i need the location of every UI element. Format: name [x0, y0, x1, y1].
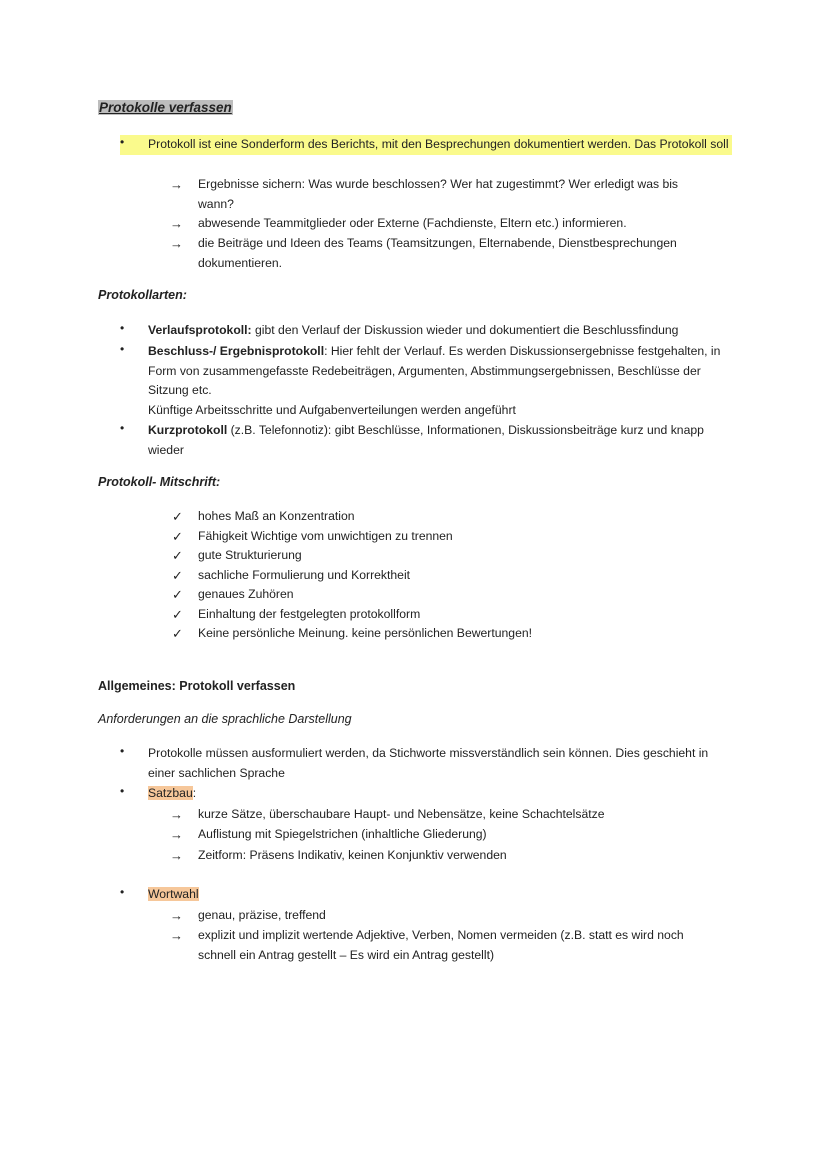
bullet-icon: • — [120, 885, 125, 899]
check-item — [172, 527, 692, 547]
intro-point — [170, 175, 710, 214]
list-item-wortwahl — [120, 885, 732, 905]
satzbau-point-text: Auflistung mit Spiegelstrichen (inhaltliche Gliederung) — [198, 827, 487, 841]
check-item — [172, 507, 692, 527]
satzbau-label: Satzbau — [148, 786, 193, 800]
check-item — [172, 605, 692, 625]
check-text: Fähigkeit Wichtige vom unwichtigen zu trennen — [198, 529, 453, 543]
satzbau-point-text: kurze Sätze, überschaubare Haupt- und Nebensätze, keine Schachtelsätze — [198, 807, 605, 821]
bullet-icon: • — [120, 784, 125, 798]
intro-point — [170, 234, 710, 273]
bullet-icon: • — [120, 342, 125, 356]
satzbau-colon: : — [192, 786, 197, 800]
wortwahl-point — [170, 926, 710, 965]
intro-bullet — [120, 135, 732, 155]
check-icon: ✓ — [172, 626, 183, 641]
check-item — [172, 585, 692, 605]
check-text: gute Strukturierung — [198, 548, 302, 562]
check-icon: ✓ — [172, 607, 183, 622]
term-label: Verlaufsprotokoll: — [148, 323, 252, 337]
list-item — [120, 421, 732, 460]
list-item — [120, 321, 732, 341]
intro-point-text: abwesende Teammitglieder oder Externe (Fachdienste, Eltern etc.) informieren. — [198, 216, 627, 230]
check-item — [172, 566, 692, 586]
section-heading-mitschrift: Protokoll- Mitschrift: — [98, 475, 221, 489]
check-icon: ✓ — [172, 548, 183, 563]
bullet-icon: • — [120, 135, 125, 149]
satzbau-point — [170, 846, 710, 866]
term-description: : Hier fehlt der Verlauf. Es werden Diskussionsergebnisse festgehalten, in Form von zusammengefasste Redebeiträgen, Argumenten, Abstimmungsergebnissen, Beschlüsse der Sitzung etc. — [148, 344, 721, 397]
intro-point — [170, 214, 710, 234]
check-text: Keine persönliche Meinung. keine persönlichen Bewertungen! — [198, 626, 533, 640]
bullet-icon: • — [120, 744, 125, 758]
term-label: Beschluss-/ Ergebnisprotokoll — [148, 344, 325, 358]
arrow-icon: → — [170, 177, 183, 192]
wortwahl-point-text: explizit und implizit wertende Adjektive, Verben, Nomen vermeiden (z.B. statt es wird noch schnell ein Antrag gestellt – Es wird ein Antrag gestellt) — [198, 928, 684, 962]
satzbau-point — [170, 825, 710, 845]
list-item-satzbau — [120, 784, 732, 804]
term-extra: Künftige Arbeitsschritte und Aufgabenverteilungen werden angeführt — [148, 402, 516, 417]
list-item — [120, 342, 732, 420]
check-text: sachliche Formulierung und Korrektheit — [198, 568, 411, 582]
check-item — [172, 624, 692, 644]
arrow-icon: → — [170, 216, 183, 231]
wortwahl-point-text: genau, präzise, treffend — [198, 908, 326, 922]
wortwahl-point — [170, 906, 710, 926]
arrow-icon: → — [170, 236, 183, 251]
arrow-icon: → — [170, 848, 183, 863]
term-label: Kurzprotokoll — [148, 423, 228, 437]
term-description: (z.B. Telefonnotiz): gibt Beschlüsse, Informationen, Diskussionsbeiträge kurz und knapp wieder — [148, 423, 704, 457]
term-description: gibt den Verlauf der Diskussion wieder und dokumentiert die Beschlussfindung — [251, 323, 679, 337]
intro-point-text: Ergebnisse sichern: Was wurde beschlossen? Wer hat zugestimmt? Wer erledigt was bis wann? — [198, 177, 679, 211]
check-item — [172, 546, 692, 566]
intro-text: Protokoll ist eine Sonderform des Berichts, mit den Besprechungen dokumentiert werden. Das Protokoll soll — [148, 137, 729, 151]
check-text: Einhaltung der festgelegten protokollform — [198, 607, 421, 621]
section-subheading: Anforderungen an die sprachliche Darstellung — [98, 712, 352, 726]
check-icon: ✓ — [172, 509, 183, 524]
wortwahl-label: Wortwahl — [148, 887, 199, 901]
bullet-icon: • — [120, 321, 125, 335]
intro-point-text: die Beiträge und Ideen des Teams (Teamsitzungen, Elternabende, Dienstbesprechungen dokumentieren. — [198, 236, 677, 270]
bullet-icon: • — [120, 421, 125, 435]
check-icon: ✓ — [172, 568, 183, 583]
list-item — [120, 744, 732, 783]
list-item-text: Protokolle müssen ausformuliert werden, da Stichworte missverständlich sein können. Dies geschieht in einer sachlichen Sprache — [148, 746, 709, 780]
check-text: genaues Zuhören — [198, 587, 294, 601]
arrow-icon: → — [170, 928, 183, 943]
check-icon: ✓ — [172, 587, 183, 602]
page-title: Protokolle verfassen — [99, 100, 232, 115]
satzbau-point — [170, 805, 710, 825]
satzbau-point-text: Zeitform: Präsens Indikativ, keinen Konjunktiv verwenden — [198, 848, 507, 862]
arrow-icon: → — [170, 908, 183, 923]
section-heading-allgemeines: Allgemeines: Protokoll verfassen — [98, 679, 296, 693]
section-heading-protokollarten: Protokollarten: — [98, 288, 187, 302]
check-text: hohes Maß an Konzentration — [198, 509, 355, 523]
arrow-icon: → — [170, 807, 183, 822]
arrow-icon: → — [170, 827, 183, 842]
check-icon: ✓ — [172, 529, 183, 544]
